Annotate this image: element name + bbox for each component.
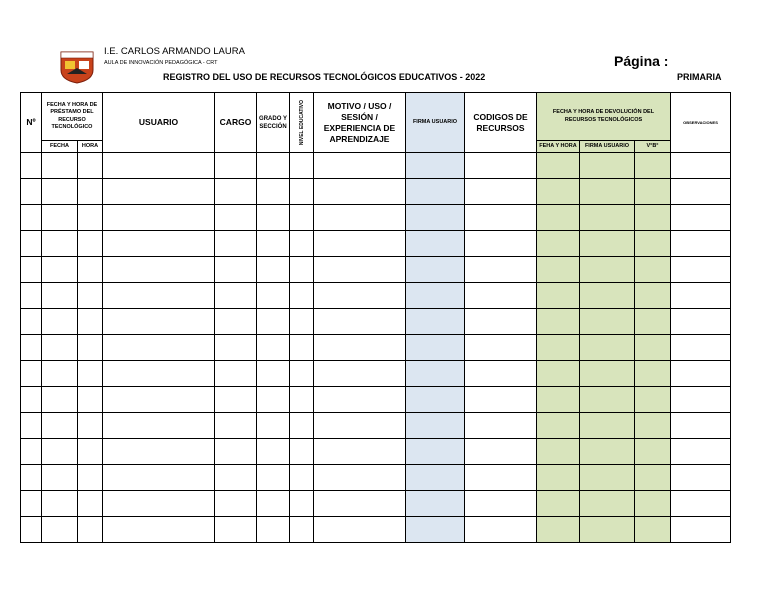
table-row: [21, 465, 731, 491]
table-cell: [21, 335, 42, 361]
table-cell: [21, 153, 42, 179]
table-cell: [580, 387, 635, 413]
table-cell: [635, 387, 671, 413]
table-cell: [215, 413, 257, 439]
table-row: [21, 387, 731, 413]
document-title: REGISTRO DEL USO DE RECURSOS TECNOLÓGICOS EDUCATIVOS - 2022: [163, 72, 486, 82]
table-cell: [21, 283, 42, 309]
table-cell: [635, 179, 671, 205]
table-cell: [671, 283, 731, 309]
header-fecha: FECHA: [42, 141, 78, 153]
table-cell: [635, 413, 671, 439]
table-cell: [290, 465, 314, 491]
table-cell: [537, 413, 580, 439]
table-cell: [406, 491, 465, 517]
table-cell: [314, 387, 406, 413]
header-feha-hora: FEHA Y HORA: [537, 141, 580, 153]
table-cell: [78, 205, 103, 231]
table-row: [21, 491, 731, 517]
table-cell: [103, 179, 215, 205]
table-cell: [580, 153, 635, 179]
table-cell: [314, 413, 406, 439]
table-cell: [215, 231, 257, 257]
table-cell: [257, 387, 290, 413]
table-cell: [103, 335, 215, 361]
header-hora: HORA: [78, 141, 103, 153]
table-cell: [537, 335, 580, 361]
table-cell: [635, 517, 671, 543]
table-cell: [580, 335, 635, 361]
table-cell: [21, 231, 42, 257]
education-level: PRIMARIA: [677, 72, 722, 82]
table-cell: [406, 439, 465, 465]
aula-subtitle: AULA DE INNOVACIÓN PEDAGÓGICA - CRT: [104, 60, 218, 66]
table-cell: [671, 491, 731, 517]
register-table: [20, 92, 731, 543]
table-cell: [635, 309, 671, 335]
header-devolucion: FECHA Y HORA DE DEVOLUCIÓN DEL RECURSOS TECNOLÓGICOS: [537, 93, 671, 141]
table-cell: [406, 257, 465, 283]
table-cell: [465, 257, 537, 283]
table-cell: [103, 309, 215, 335]
table-cell: [21, 491, 42, 517]
table-cell: [42, 283, 78, 309]
table-cell: [42, 257, 78, 283]
table-cell: [465, 153, 537, 179]
table-cell: [537, 257, 580, 283]
header-fecha-hora-prestamo: FECHA Y HORA DE PRÉSTAMO DEL RECURSO TECNOLÓGICO: [42, 93, 103, 141]
table-cell: [671, 257, 731, 283]
table-cell: [290, 491, 314, 517]
table-cell: [21, 465, 42, 491]
table-cell: [103, 465, 215, 491]
table-cell: [635, 153, 671, 179]
table-cell: [78, 257, 103, 283]
table-cell: [465, 517, 537, 543]
table-cell: [257, 517, 290, 543]
table-cell: [103, 491, 215, 517]
table-row: [21, 231, 731, 257]
table-cell: [103, 283, 215, 309]
table-cell: [314, 179, 406, 205]
header-visto-bueno: V°B°: [635, 141, 671, 153]
table-cell: [580, 517, 635, 543]
table-cell: [215, 309, 257, 335]
table-cell: [314, 231, 406, 257]
table-cell: [257, 439, 290, 465]
table-cell: [635, 465, 671, 491]
table-cell: [103, 439, 215, 465]
table-cell: [290, 283, 314, 309]
table-cell: [465, 387, 537, 413]
table-cell: [257, 205, 290, 231]
table-cell: [580, 231, 635, 257]
school-crest-logo: [57, 48, 97, 84]
table-cell: [635, 283, 671, 309]
table-cell: [215, 517, 257, 543]
table-cell: [290, 309, 314, 335]
table-row: [21, 439, 731, 465]
table-cell: [290, 205, 314, 231]
table-cell: [257, 465, 290, 491]
table-row: [21, 309, 731, 335]
table-cell: [671, 205, 731, 231]
table-cell: [406, 153, 465, 179]
table-cell: [537, 231, 580, 257]
table-cell: [465, 413, 537, 439]
table-cell: [635, 205, 671, 231]
table-cell: [671, 439, 731, 465]
table-cell: [580, 439, 635, 465]
table-cell: [580, 283, 635, 309]
table-cell: [537, 179, 580, 205]
table-cell: [465, 439, 537, 465]
table-cell: [465, 465, 537, 491]
table-cell: [537, 283, 580, 309]
table-cell: [314, 439, 406, 465]
page-number-label: Página :: [614, 53, 669, 69]
header-motivo: MOTIVO / USO / SESIÓN / EXPERIENCIA DE APRENDIZAJE: [314, 93, 406, 153]
table-cell: [537, 465, 580, 491]
table-cell: [257, 335, 290, 361]
table-cell: [671, 335, 731, 361]
table-cell: [103, 517, 215, 543]
table-cell: [257, 153, 290, 179]
table-cell: [215, 153, 257, 179]
table-cell: [42, 439, 78, 465]
table-row: [21, 335, 731, 361]
table-cell: [635, 439, 671, 465]
table-cell: [215, 335, 257, 361]
table-cell: [21, 387, 42, 413]
table-cell: [314, 491, 406, 517]
table-cell: [215, 257, 257, 283]
table-row: [21, 179, 731, 205]
header-firma-usuario-devolucion: FIRMA USUARIO: [580, 141, 635, 153]
table-cell: [465, 231, 537, 257]
table-cell: [290, 387, 314, 413]
table-cell: [78, 153, 103, 179]
table-cell: [406, 283, 465, 309]
table-cell: [78, 335, 103, 361]
table-cell: [21, 309, 42, 335]
table-cell: [103, 205, 215, 231]
table-cell: [42, 153, 78, 179]
table-cell: [78, 361, 103, 387]
table-cell: [580, 491, 635, 517]
table-cell: [78, 387, 103, 413]
header-codigos-recursos: CODIGOS DE RECURSOS: [465, 93, 537, 153]
table-cell: [537, 361, 580, 387]
table-cell: [42, 517, 78, 543]
table-cell: [580, 205, 635, 231]
table-cell: [21, 179, 42, 205]
table-cell: [215, 491, 257, 517]
table-cell: [215, 439, 257, 465]
table-row: [21, 413, 731, 439]
table-cell: [215, 283, 257, 309]
school-name: I.E. CARLOS ARMANDO LAURA: [104, 46, 245, 57]
table-cell: [103, 153, 215, 179]
table-cell: [537, 205, 580, 231]
table-cell: [103, 257, 215, 283]
table-cell: [537, 153, 580, 179]
table-cell: [290, 413, 314, 439]
table-cell: [314, 517, 406, 543]
table-cell: [314, 153, 406, 179]
table-cell: [465, 205, 537, 231]
header-cargo: CARGO: [215, 93, 257, 153]
table-cell: [314, 257, 406, 283]
table-cell: [78, 491, 103, 517]
table-cell: [42, 309, 78, 335]
table-cell: [21, 257, 42, 283]
table-cell: [537, 491, 580, 517]
table-cell: [406, 387, 465, 413]
table-cell: [78, 413, 103, 439]
table-cell: [314, 335, 406, 361]
table-cell: [21, 439, 42, 465]
table-cell: [257, 179, 290, 205]
header-usuario: USUARIO: [103, 93, 215, 153]
table-cell: [406, 335, 465, 361]
table-cell: [42, 361, 78, 387]
table-cell: [406, 309, 465, 335]
table-cell: [215, 465, 257, 491]
table-cell: [42, 387, 78, 413]
table-cell: [257, 257, 290, 283]
table-cell: [290, 257, 314, 283]
table-cell: [257, 361, 290, 387]
table-cell: [257, 491, 290, 517]
table-cell: [314, 465, 406, 491]
table-cell: [42, 413, 78, 439]
table-cell: [42, 179, 78, 205]
table-row: [21, 517, 731, 543]
table-cell: [635, 361, 671, 387]
table-cell: [42, 205, 78, 231]
table-cell: [290, 439, 314, 465]
table-cell: [103, 231, 215, 257]
table-cell: [290, 361, 314, 387]
header-numero: Nº: [21, 93, 42, 153]
table-cell: [465, 309, 537, 335]
table-cell: [314, 205, 406, 231]
table-cell: [257, 231, 290, 257]
table-cell: [635, 335, 671, 361]
table-cell: [215, 387, 257, 413]
table-cell: [406, 361, 465, 387]
table-cell: [580, 257, 635, 283]
table-cell: [215, 179, 257, 205]
table-cell: [580, 309, 635, 335]
nivel-educativo-label: NIVEL EDUCATIVO: [298, 99, 305, 146]
table-cell: [671, 153, 731, 179]
table-cell: [406, 465, 465, 491]
table-cell: [78, 179, 103, 205]
table-cell: [290, 179, 314, 205]
table-cell: [537, 517, 580, 543]
table-cell: [215, 205, 257, 231]
header-nivel-educativo: [290, 93, 314, 153]
table-cell: [21, 517, 42, 543]
table-cell: [406, 231, 465, 257]
table-cell: [215, 361, 257, 387]
table-cell: [314, 283, 406, 309]
table-cell: [537, 439, 580, 465]
table-cell: [671, 413, 731, 439]
table-cell: [42, 491, 78, 517]
table-cell: [42, 335, 78, 361]
header-observaciones: OBSERVACIONES: [671, 93, 731, 153]
table-cell: [103, 413, 215, 439]
table-cell: [257, 309, 290, 335]
table-cell: [580, 179, 635, 205]
table-cell: [465, 361, 537, 387]
table-row: [21, 205, 731, 231]
table-cell: [290, 231, 314, 257]
table-cell: [671, 387, 731, 413]
table-cell: [465, 491, 537, 517]
table-cell: [257, 413, 290, 439]
table-cell: [671, 309, 731, 335]
table-row: [21, 361, 731, 387]
table-cell: [103, 387, 215, 413]
table-cell: [78, 517, 103, 543]
table-row: [21, 257, 731, 283]
table-cell: [580, 413, 635, 439]
table-cell: [290, 153, 314, 179]
table-cell: [21, 361, 42, 387]
table-cell: [465, 335, 537, 361]
table-cell: [671, 361, 731, 387]
table-cell: [580, 465, 635, 491]
table-cell: [671, 179, 731, 205]
header-grado-seccion: GRADO Y SECCIÓN: [257, 93, 290, 153]
table-cell: [78, 309, 103, 335]
table-cell: [465, 179, 537, 205]
table-cell: [21, 205, 42, 231]
table-cell: [406, 517, 465, 543]
table-row: [21, 283, 731, 309]
table-cell: [21, 413, 42, 439]
table-cell: [290, 517, 314, 543]
table-cell: [103, 361, 215, 387]
table-cell: [635, 257, 671, 283]
table-cell: [406, 179, 465, 205]
table-cell: [78, 231, 103, 257]
table-cell: [580, 361, 635, 387]
table-cell: [314, 361, 406, 387]
table-cell: [42, 231, 78, 257]
table-cell: [257, 283, 290, 309]
table-cell: [78, 439, 103, 465]
table-cell: [671, 465, 731, 491]
table-cell: [465, 283, 537, 309]
table-cell: [406, 413, 465, 439]
table-cell: [406, 205, 465, 231]
table-cell: [290, 335, 314, 361]
table-row: [21, 153, 731, 179]
table-cell: [537, 387, 580, 413]
table-cell: [78, 465, 103, 491]
table-cell: [671, 231, 731, 257]
table-cell: [42, 465, 78, 491]
table-cell: [314, 309, 406, 335]
register-rows: [21, 153, 731, 543]
table-cell: [671, 517, 731, 543]
header-firma-usuario: FIRMA USUARIO: [406, 93, 465, 153]
table-cell: [78, 283, 103, 309]
table-cell: [635, 491, 671, 517]
table-cell: [635, 231, 671, 257]
table-cell: [537, 309, 580, 335]
